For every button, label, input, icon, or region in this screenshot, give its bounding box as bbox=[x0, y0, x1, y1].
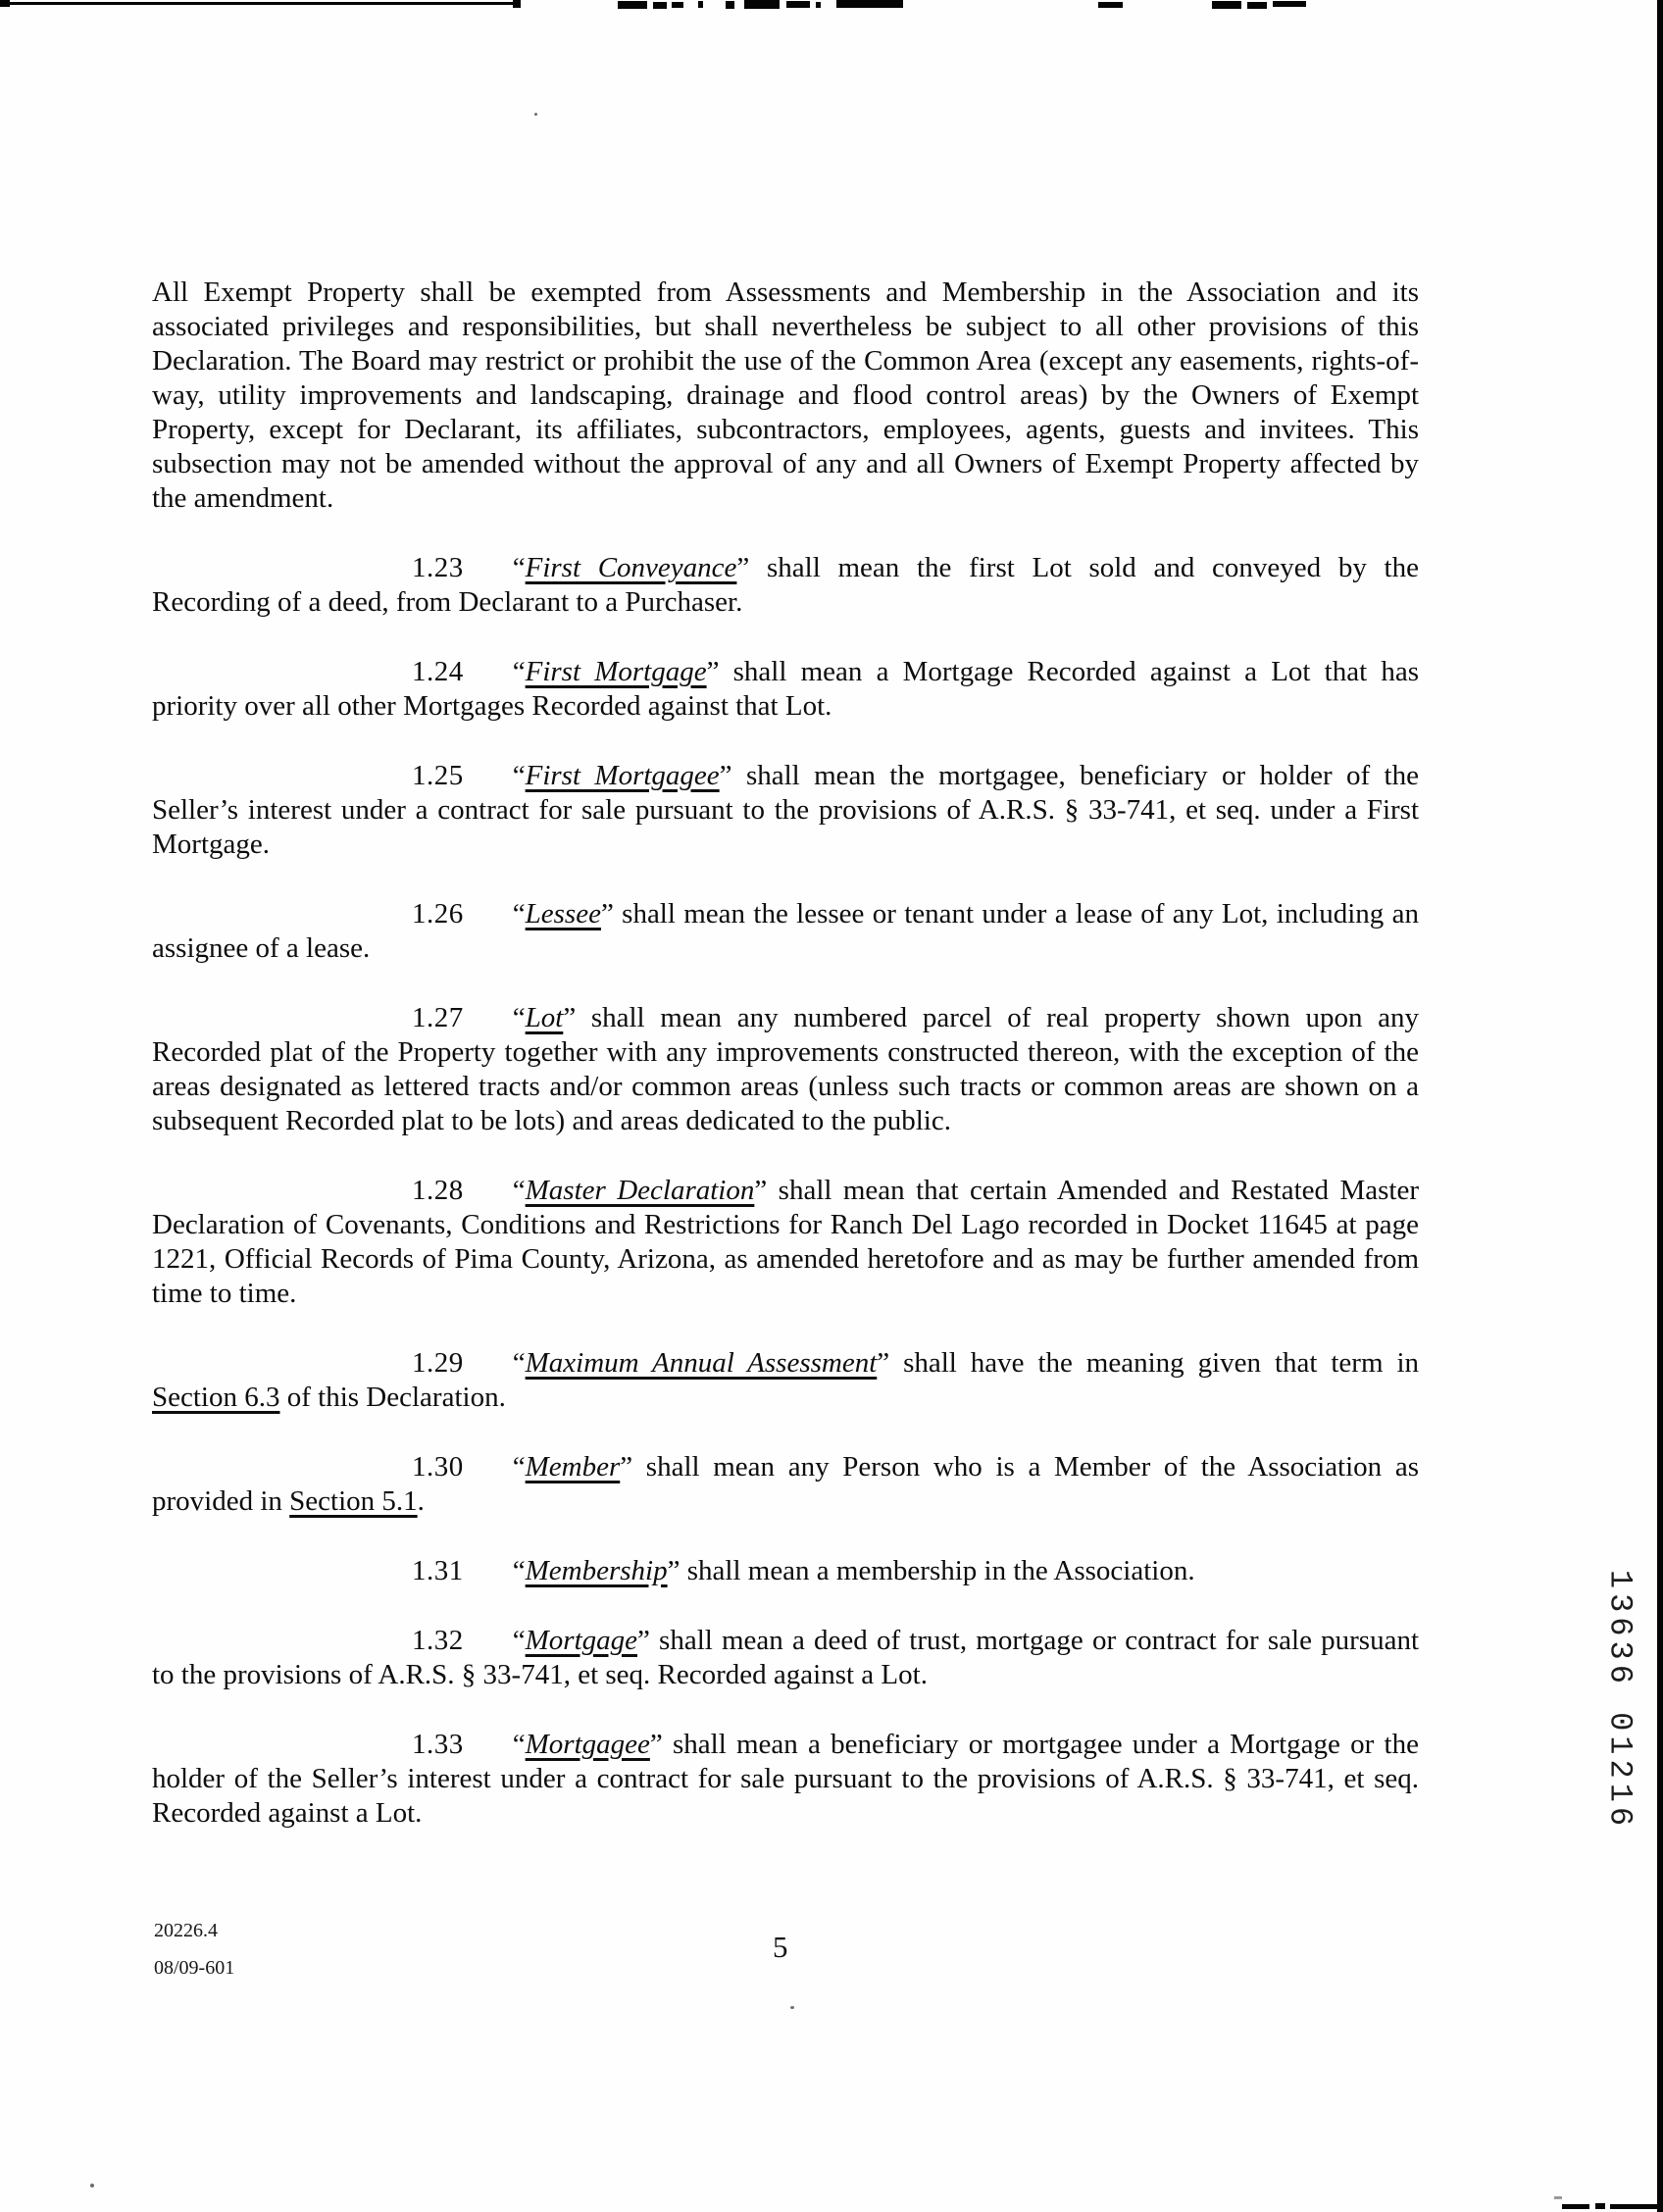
definition-paragraph bbox=[152, 759, 1419, 862]
definition-body: shall mean a membership in the Association. bbox=[680, 1555, 1195, 1586]
speckle bbox=[534, 113, 537, 116]
section-reference: Section 6.3 bbox=[152, 1382, 280, 1413]
scan-mark bbox=[744, 0, 780, 9]
open-quote: “ bbox=[512, 1175, 526, 1206]
open-quote: “ bbox=[512, 1347, 526, 1379]
docket-stamp-number: 13636 01216 bbox=[1601, 1569, 1638, 1832]
defined-term: First Conveyance bbox=[525, 552, 737, 583]
open-quote: “ bbox=[512, 1729, 526, 1760]
definition-body: shall mean any Person who is a Member of the Association as provided in bbox=[152, 1451, 1419, 1517]
defined-term: Membership bbox=[525, 1555, 668, 1586]
page-content bbox=[152, 276, 1419, 1831]
open-quote: “ bbox=[512, 656, 526, 687]
definition-body: shall have the meaning given that term in bbox=[889, 1347, 1419, 1379]
definition-number: 1.26 bbox=[412, 898, 464, 930]
definition-paragraph bbox=[152, 1174, 1419, 1311]
definition-paragraph bbox=[152, 1728, 1419, 1831]
definition-number: 1.23 bbox=[412, 552, 464, 583]
definition-number: 1.28 bbox=[412, 1175, 464, 1206]
definition-number: 1.31 bbox=[412, 1555, 464, 1586]
speckle bbox=[90, 2184, 94, 2187]
definition-number: 1.27 bbox=[412, 1002, 464, 1033]
scan-mark bbox=[513, 0, 521, 8]
open-quote: “ bbox=[512, 898, 526, 930]
close-quote: ” bbox=[877, 1347, 890, 1379]
definition-paragraph bbox=[152, 1554, 1419, 1588]
defined-term: Master Declaration bbox=[525, 1175, 755, 1206]
defined-term: Mortgagee bbox=[525, 1729, 650, 1760]
close-quote: ” bbox=[637, 1625, 650, 1656]
close-quote: ” bbox=[754, 1175, 768, 1206]
defined-term: Member bbox=[525, 1451, 621, 1483]
footer-doc-number: 20226.4 bbox=[154, 1920, 218, 1941]
footer-date-code: 08/09-601 bbox=[154, 1957, 235, 1979]
definition-body: shall mean any numbered parcel of real property shown upon any Recorded plat of the Property together with any improvements constructed thereon, with the exception of the areas designated as lettered tracts and/or common areas (unless such tracts or common areas are shown on a subsequent Recorded plat to be lots) and areas dedicated to the public. bbox=[152, 1002, 1419, 1136]
scan-mark bbox=[1098, 2, 1123, 8]
page-number: 5 bbox=[773, 1930, 788, 1964]
definition-paragraph bbox=[152, 1001, 1419, 1138]
definition-paragraph bbox=[152, 1450, 1419, 1519]
scan-mark bbox=[1273, 1, 1306, 7]
defined-term: First Mortgage bbox=[525, 656, 707, 687]
definition-body: shall mean a deed of trust, mortgage or contract for sale pursuant to the provisions of A.R.S. § 33-741, et seq. Recorded against a Lot. bbox=[152, 1625, 1419, 1690]
definition-number: 1.25 bbox=[412, 760, 464, 791]
speckle bbox=[790, 2006, 794, 2009]
scan-mark bbox=[1554, 2196, 1562, 2199]
definition-number: 1.32 bbox=[412, 1625, 464, 1656]
close-quote: ” bbox=[736, 552, 750, 583]
close-quote: ” bbox=[667, 1555, 680, 1586]
definition-body: shall mean the mortgagee, beneficiary or holder of the Seller’s interest under a contract for sale pursuant to the provisions of A.R.S. § 33-741, et seq. under a First Mortgage. bbox=[152, 760, 1419, 860]
scan-mark bbox=[1212, 1, 1241, 9]
scan-mark bbox=[653, 2, 667, 9]
definitions-list bbox=[152, 551, 1419, 1831]
paragraph-intro: All Exempt Property shall be exempted from Assessments and Membership in the Association and its associated privileges and responsibilities, but shall nevertheless be subject to all other provisions of this Declaration. The Board may restrict or prohibit the use of the Common Area (except any easements, rights-of-way, utility improvements and landscaping, drainage and flood control areas) by the Owners of Exempt Property, except for Declarant, its affiliates, subcontractors, employees, agents, guests and invitees. This subsection may not be amended without the approval of any and all Owners of Exempt Property affected by the amendment. bbox=[152, 276, 1419, 514]
definition-number: 1.29 bbox=[412, 1347, 464, 1379]
definition-body-after-reference: . bbox=[417, 1485, 425, 1517]
close-quote: ” bbox=[706, 656, 720, 687]
definition-paragraph bbox=[152, 897, 1419, 966]
scan-mark bbox=[1247, 2, 1267, 9]
close-quote: ” bbox=[620, 1451, 633, 1483]
definition-body: shall mean a Mortgage Recorded against a Lot that has priority over all other Mortgages Recorded against that Lot. bbox=[152, 656, 1419, 722]
scan-mark bbox=[1610, 2204, 1657, 2209]
close-quote: ” bbox=[719, 760, 732, 791]
open-quote: “ bbox=[512, 1555, 526, 1586]
close-quote: ” bbox=[600, 898, 614, 930]
definition-body: shall mean that certain Amended and Restated Master Declaration of Covenants, Conditions and Restrictions for Ranch Del Lago recorded in Docket 11645 at page 1221, Official Records of Pima County, Arizona, as amended heretofore and as may be further amended from time to time. bbox=[152, 1175, 1419, 1309]
definition-paragraph bbox=[152, 551, 1419, 620]
scan-mark bbox=[1562, 2204, 1589, 2209]
defined-term: Mortgage bbox=[525, 1625, 637, 1656]
scan-mark bbox=[816, 2, 821, 8]
scan-mark bbox=[698, 1, 703, 8]
open-quote: “ bbox=[512, 1451, 526, 1483]
footer bbox=[154, 1912, 234, 1986]
definition-paragraph bbox=[152, 1624, 1419, 1692]
scan-mark bbox=[726, 1, 734, 9]
scan-mark bbox=[836, 0, 903, 8]
open-quote: “ bbox=[512, 552, 526, 583]
defined-term: Lot bbox=[525, 1002, 564, 1033]
definition-number: 1.24 bbox=[412, 656, 464, 687]
defined-term: Lessee bbox=[525, 898, 601, 930]
definition-body-after-reference: of this Declaration. bbox=[279, 1382, 506, 1413]
definition-body: shall mean a beneficiary or mortgagee under a Mortgage or the holder of the Seller’s interest under a contract for sale pursuant to the provisions of A.R.S. § 33-741, et seq. Recorded against a Lot. bbox=[152, 1729, 1419, 1829]
open-quote: “ bbox=[512, 1625, 526, 1656]
defined-term: Maximum Annual Assessment bbox=[525, 1347, 878, 1379]
scan-mark bbox=[618, 1, 647, 9]
definition-body: shall mean the first Lot sold and conveyed by the Recording of a deed, from Declarant to a Purchaser. bbox=[152, 552, 1419, 618]
definition-paragraph bbox=[152, 1346, 1419, 1415]
scan-mark bbox=[786, 1, 810, 8]
defined-term: First Mortgagee bbox=[525, 760, 720, 791]
open-quote: “ bbox=[512, 1002, 526, 1033]
scan-mark bbox=[1595, 2203, 1605, 2209]
scan-mark bbox=[672, 2, 683, 8]
scan-artifact-right-bar bbox=[1657, 0, 1663, 2212]
open-quote: “ bbox=[512, 760, 526, 791]
definition-number: 1.30 bbox=[412, 1451, 464, 1483]
close-quote: ” bbox=[563, 1002, 577, 1033]
section-reference: Section 5.1 bbox=[289, 1485, 418, 1517]
definition-body: shall mean the lessee or tenant under a lease of any Lot, including an assignee of a lease. bbox=[152, 898, 1419, 964]
scan-mark bbox=[0, 2, 518, 5]
close-quote: ” bbox=[649, 1729, 663, 1760]
definition-number: 1.33 bbox=[412, 1729, 464, 1760]
definition-paragraph bbox=[152, 655, 1419, 724]
